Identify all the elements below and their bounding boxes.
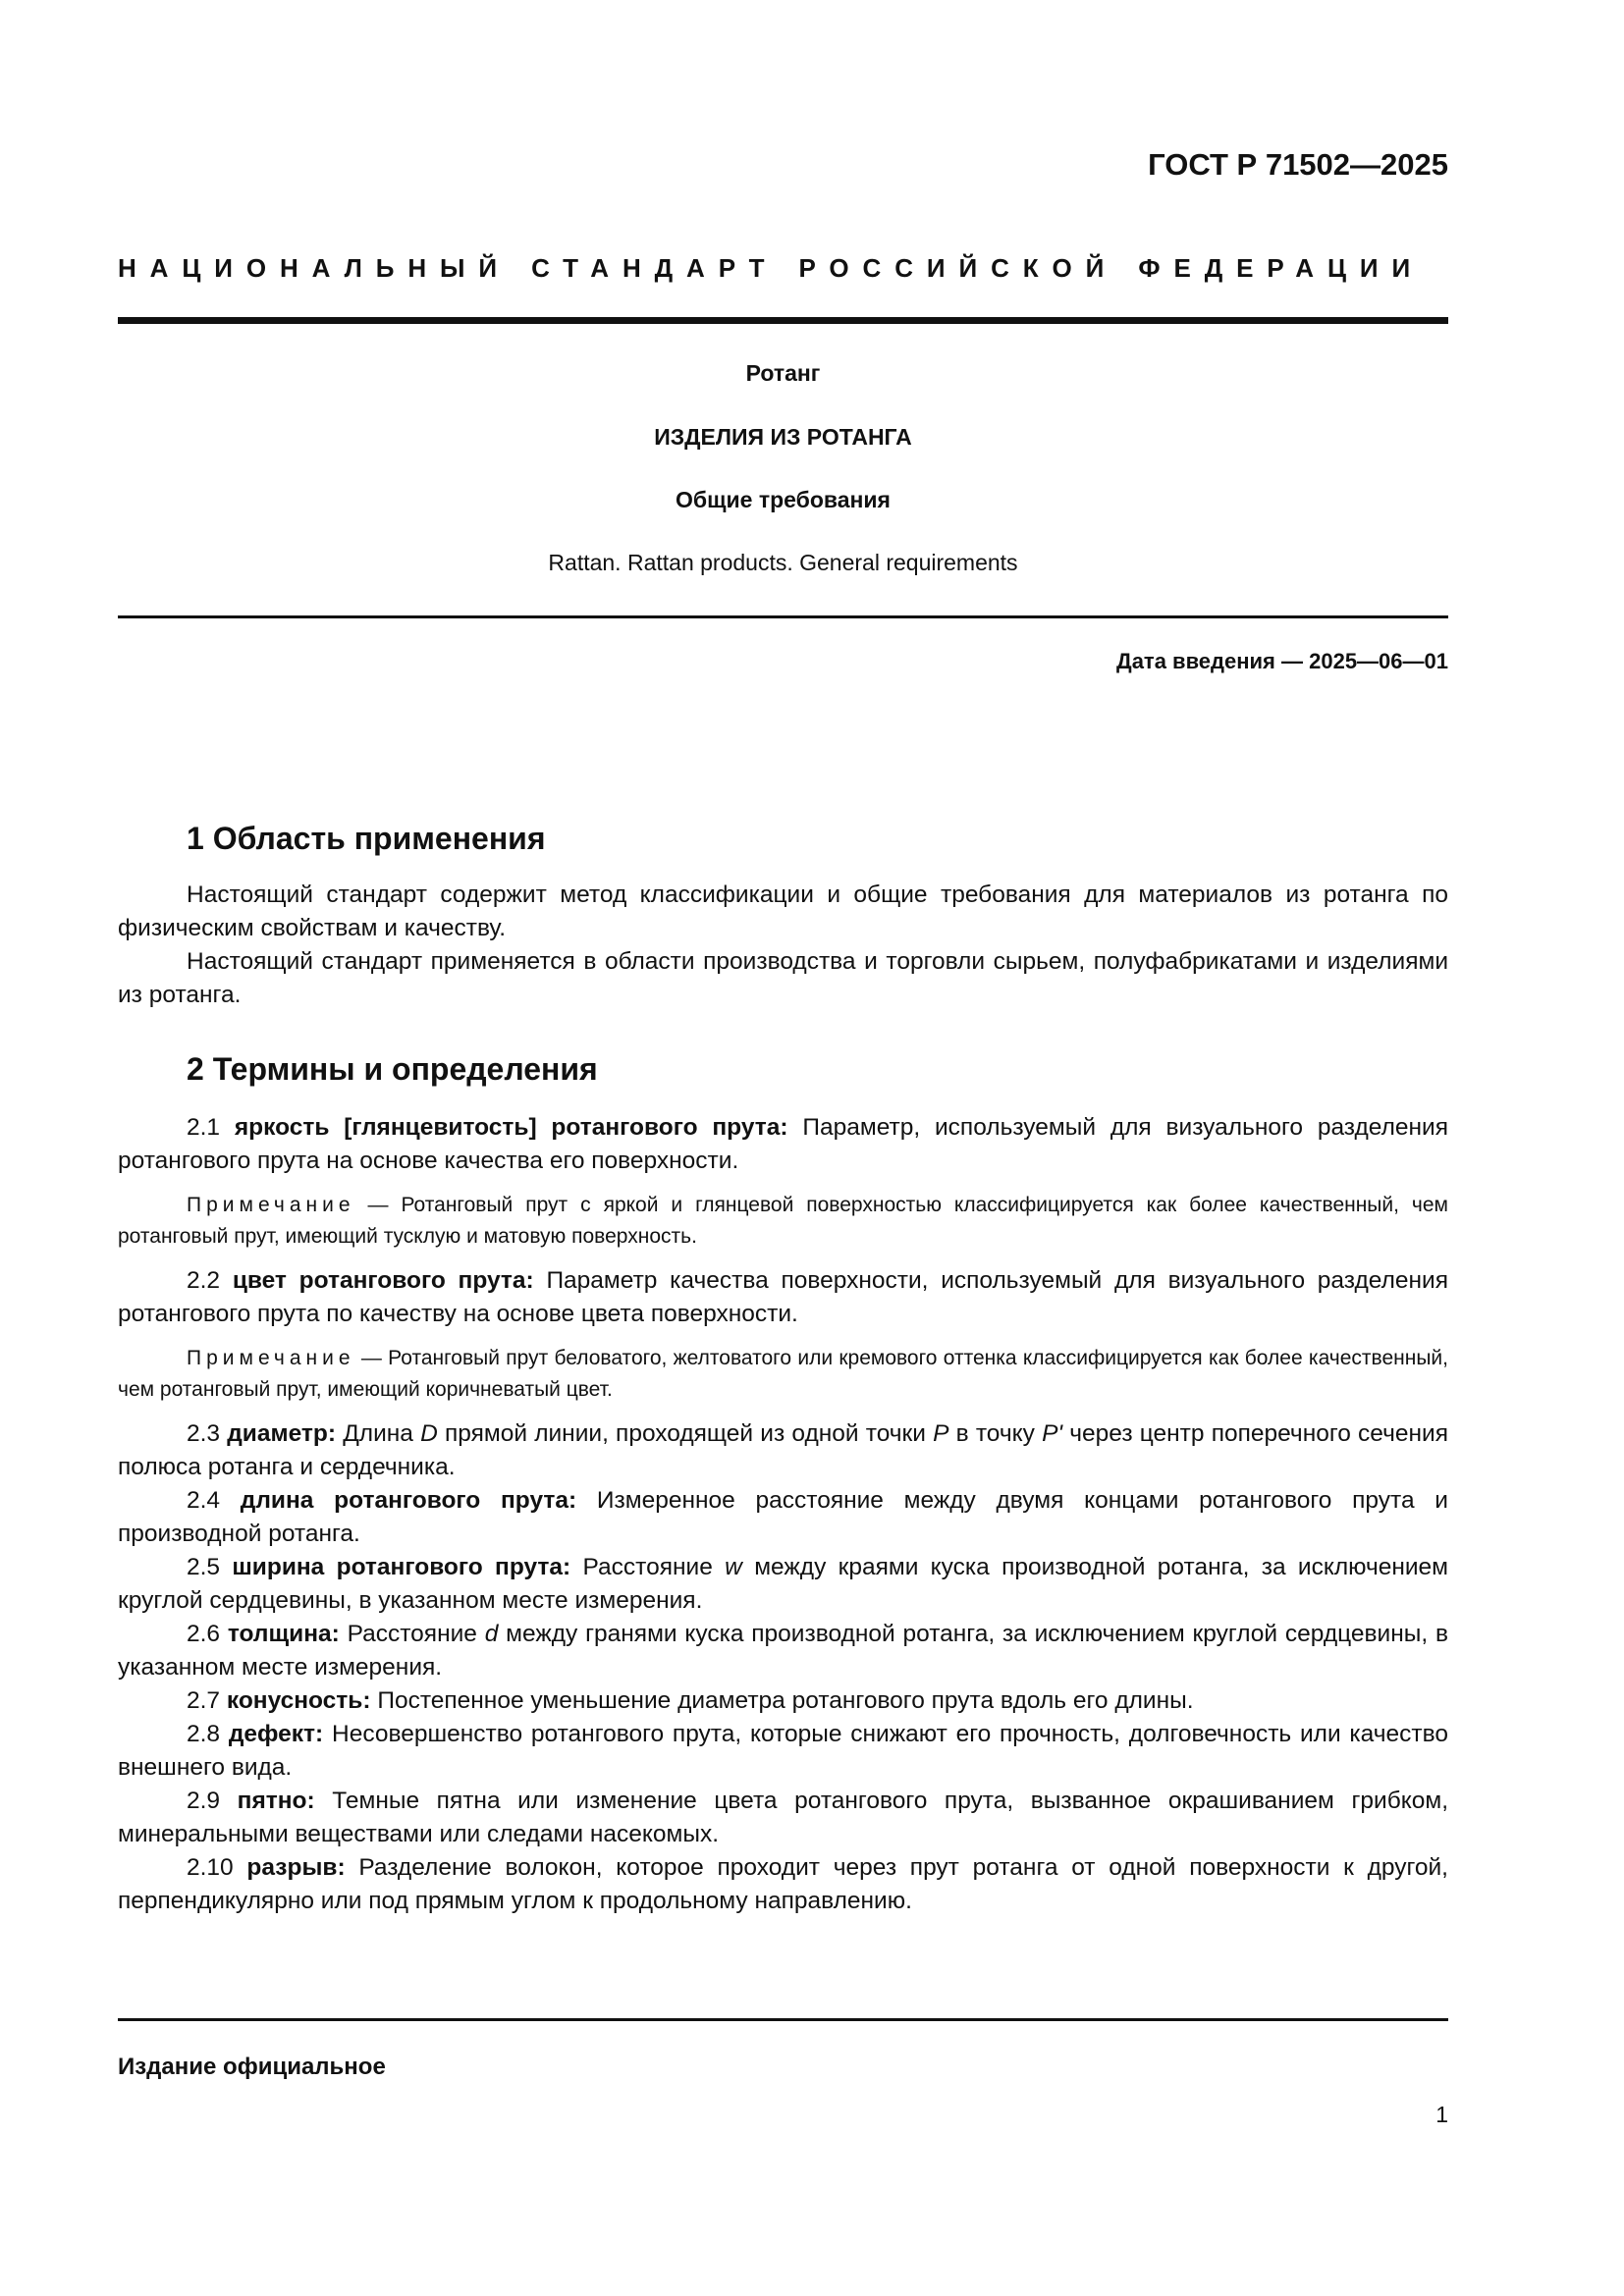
national-standard-banner: НАЦИОНАЛЬНЫЙ СТАНДАРТ РОССИЙСКОЙ ФЕДЕРАЦИИ	[118, 253, 1425, 283]
title-line-3: Общие требования	[676, 487, 891, 512]
note-2-1: Примечание — Ротанговый прут с яркой и глянцевой поверхностью классифицируется как более качественный, чем ротанговый прут, имеющий тусклую и матовую поверхность.	[118, 1194, 1448, 1248]
title-rule	[118, 615, 1448, 618]
section-1-heading: 1 Область применения	[187, 821, 546, 856]
document-code: ГОСТ Р 71502—2025	[1148, 147, 1448, 182]
english-title: Rattan. Rattan products. General requirements	[548, 550, 1018, 575]
definition-2-8: 2.8 дефект: Несовершенство ротангового прута, которые снижают его прочность, долговечность или качество внешнего вида.	[118, 1721, 1448, 1781]
page-number: 1	[1435, 2102, 1448, 2127]
definition-2-7: 2.7 конусность: Постепенное уменьшение диаметра ротангового прута вдоль его длины.	[187, 1687, 1194, 1714]
document-page	[118, 0, 1448, 2296]
definition-2-4: 2.4 длина ротангового прута: Измеренное расстояние между двумя концами ротангового прута и производной ротанга.	[118, 1487, 1448, 1547]
footer-rule	[118, 2018, 1448, 2021]
definition-2-9: 2.9 пятно: Темные пятна или изменение цвета ротангового прута, вызванное окрашиванием грибком, минеральными веществами или следами насекомых.	[118, 1788, 1449, 1847]
title-line-2: ИЗДЕЛИЯ ИЗ РОТАНГА	[654, 424, 912, 450]
definition-2-6: 2.6 толщина: Расстояние d между гранями куска производной ротанга, за исключением круглой сердцевины, в указанном месте измерения.	[118, 1621, 1448, 1681]
paragraph: Настоящий стандарт содержит метод классификации и общие требования для материалов из ротанга по физическим свойствам и качеству.	[118, 881, 1448, 941]
intro-date: Дата введения — 2025—06—01	[1116, 649, 1448, 673]
definition-2-5: 2.5 ширина ротангового прута: Расстояние w между краями куска производной ротанга, за исключением круглой сердцевины, в указанном месте измерения.	[118, 1554, 1449, 1614]
section-1-body	[118, 879, 1448, 1012]
title-line-1: Ротанг	[745, 360, 821, 386]
definition-2-2: 2.2 цвет ротангового прута: Параметр качества поверхности, используемый для визуального разделения ротангового прута по качеству на основе цвета поверхности.	[118, 1267, 1448, 1327]
section-2-heading: 2 Термины и определения	[187, 1051, 598, 1087]
definition-2-3: 2.3 диаметр: Длина D прямой линии, проходящей из одной точки P в точку P' через центр поперечного сечения полюса ротанга и сердечника.	[118, 1420, 1448, 1480]
header-rule	[118, 317, 1448, 324]
official-edition-label: Издание официальное	[118, 2054, 386, 2080]
section-2-body	[118, 1111, 1448, 1918]
definition-2-10: 2.10 разрыв: Разделение волокон, которое проходит через прут ротанга от одной поверхности к другой, перпендикулярно или под прямым углом к продольному направлению.	[118, 1854, 1448, 1914]
paragraph: Настоящий стандарт применяется в области производства и торговли сырьем, полуфабрикатами и изделиями из ротанга.	[118, 948, 1448, 1008]
definition-2-1: 2.1 яркость [глянцевитость] ротангового прута: Параметр, используемый для визуального разделения ротангового прута на основе качества его поверхности.	[118, 1114, 1449, 1174]
note-2-2: Примечание — Ротанговый прут беловатого, желтоватого или кремового оттенка классифицируется как более качественный, чем ротанговый прут, имеющий коричневатый цвет.	[118, 1347, 1448, 1401]
